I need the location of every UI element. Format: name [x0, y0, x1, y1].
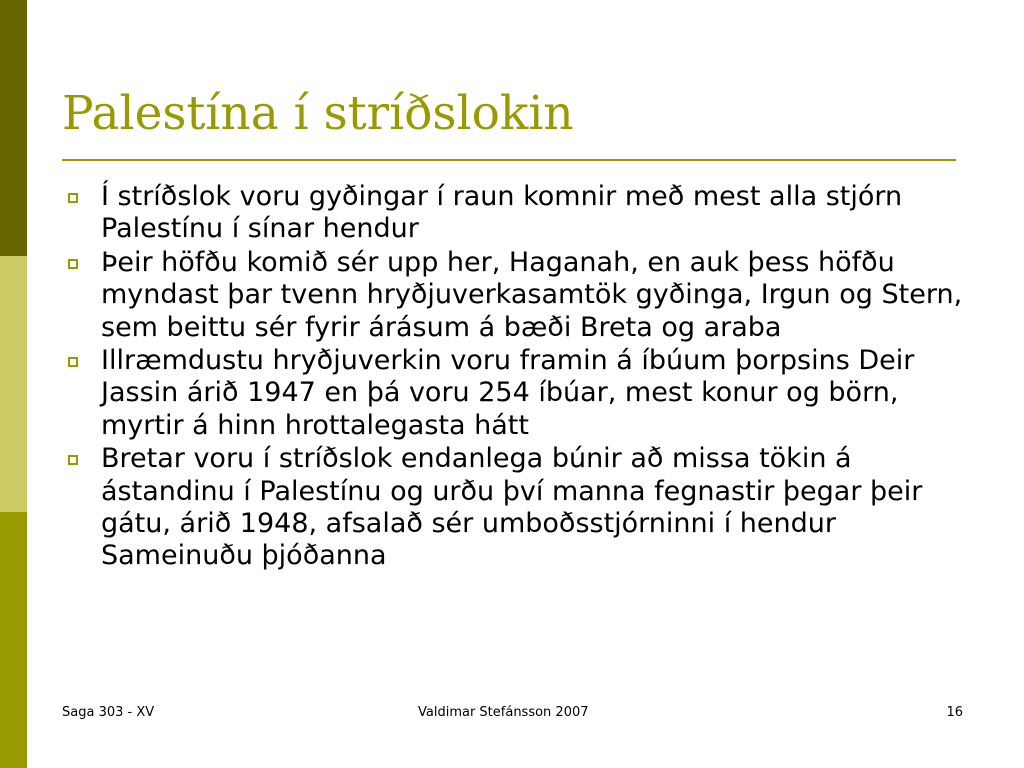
square-bullet-icon: [68, 193, 78, 203]
bullet-text: Bretar voru í stríðslok endanlega búnir að missa tökin á ástandinu í Palestínu og urðu því manna fegnastir þegar þeir gátu, árið 1948, afsalað sér umboðsstjórninni í hendur Sameinuðu þjóðanna: [101, 443, 923, 572]
bullet-text: Þeir höfðu komið sér upp her, Haganah, en auk þess höfðu myndast þar tvenn hryðjuverkasamtök gyðinga, Irgun og Stern, sem beittu sér fyrir árásum á bæði Breta og araba: [101, 246, 963, 343]
bullet-item: [62, 443, 972, 573]
bullet-text: Í stríðslok voru gyðingar í raun komnir með mest alla stjórn Palestínu í sínar hendur: [101, 181, 903, 245]
title-divider: [62, 159, 956, 161]
side-band-bottom: [0, 512, 27, 768]
bullet-item: [62, 247, 972, 344]
footer-author: Valdimar Stefánsson 2007: [418, 705, 589, 720]
bullet-text: Illræmdustu hryðjuverkin voru framin á íbúum þorpsins Deir Jassin árið 1947 en þá voru 254 íbúar, mest konur og börn, myrtir á hinn hrottalegasta hátt: [101, 345, 915, 441]
slide-title: Palestína í stríðslokin: [62, 86, 574, 141]
square-bullet-icon: [68, 259, 78, 269]
side-band-middle: [0, 256, 27, 512]
square-bullet-icon: [68, 455, 78, 465]
page-number: 16: [946, 705, 963, 720]
side-band-top: [0, 0, 27, 256]
bullet-item: [62, 181, 972, 246]
bullet-item: [62, 345, 972, 442]
square-bullet-icon: [68, 357, 78, 367]
bullet-list: [62, 181, 972, 574]
footer-course: Saga 303 - XV: [62, 705, 155, 720]
